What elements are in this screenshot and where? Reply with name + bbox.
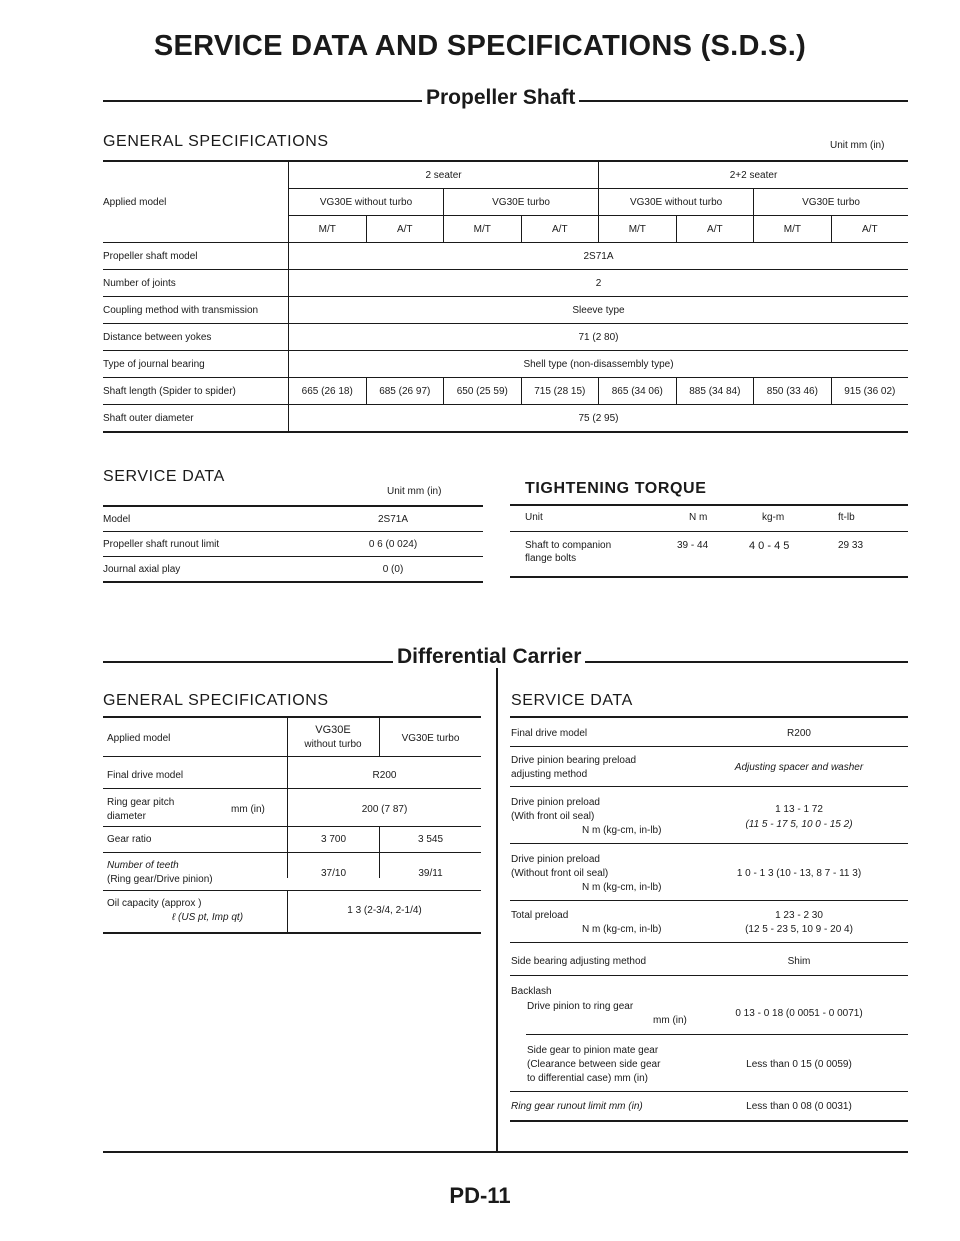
engine-label: VG30E turbo: [754, 189, 908, 216]
shaft-length-value: 685 (26 97): [366, 378, 444, 405]
shaft-length-label: Shaft length (Spider to spider): [103, 378, 289, 405]
total-preload-label: Total preload: [511, 910, 569, 921]
preload-method-label: Drive pinion bearing preload: [511, 755, 637, 766]
ring-gear-value: 200 (7 87): [361, 804, 408, 815]
table-rule: [510, 942, 908, 943]
preload-without-unit: N m (kg-cm, in-lb): [582, 882, 662, 893]
side-bearing-label: Side bearing adjusting method: [511, 956, 647, 967]
side-bearing-value: Shim: [787, 956, 811, 967]
table-rule: [103, 716, 481, 718]
preload-method-label: adjusting method: [511, 769, 588, 780]
row-value: 71 (2 80): [289, 324, 909, 351]
row-label: Coupling method with transmission: [103, 297, 289, 324]
oil-capacity-unit: ℓ (US pt, Imp qt): [172, 912, 244, 923]
model-col1: VG30E: [315, 724, 351, 736]
service-data-heading: SERVICE DATA: [511, 692, 633, 709]
torque-rule: [510, 504, 908, 506]
unit-label: Unit mm (in): [830, 140, 885, 151]
row-value: 0 6 (0 024): [303, 532, 483, 557]
table-rule: [526, 1034, 908, 1035]
table-rule: [510, 746, 908, 747]
preload-without-label: Drive pinion preload: [511, 854, 600, 865]
shaft-length-value: 665 (26 18): [289, 378, 367, 405]
oil-capacity-label: Oil capacity (approx ): [107, 898, 202, 909]
propeller-general-spec-table: [103, 160, 908, 433]
shaft-length-value: 885 (34 84): [676, 378, 754, 405]
section-title-propeller: Propeller Shaft: [422, 86, 579, 110]
ring-gear-unit: mm (in): [231, 804, 265, 815]
row-value: 2S71A: [289, 243, 909, 270]
model-col2: VG30E turbo: [401, 733, 460, 744]
engine-label: VG30E turbo: [444, 189, 599, 216]
row-label: Distance between yokes: [103, 324, 289, 351]
table-rule: [510, 786, 908, 787]
row-label: Propeller shaft model: [103, 243, 289, 270]
shaft-length-value: 650 (25 59): [444, 378, 522, 405]
shaft-length-value: 915 (36 02): [831, 378, 908, 405]
total-preload-value: (12 5 - 23 5, 10 9 - 20 4): [745, 924, 853, 935]
ring-gear-label: Ring gear pitch: [107, 797, 175, 808]
row-value: 2: [289, 270, 909, 297]
general-spec-heading: GENERAL SPECIFICATIONS: [103, 133, 329, 150]
trans-label: M/T: [599, 216, 677, 243]
column-divider: [496, 668, 498, 1153]
backlash-label: Backlash: [511, 986, 552, 997]
gear-ratio-label: Gear ratio: [107, 834, 152, 845]
table-rule: [103, 756, 481, 757]
applied-model-label: Applied model: [103, 161, 289, 243]
row-label: Number of joints: [103, 270, 289, 297]
row-value: 2S71A: [303, 506, 483, 532]
final-drive-label: Final drive model: [511, 728, 588, 739]
torque-header-nm: N m: [689, 512, 708, 523]
table-rule: [510, 1091, 908, 1092]
backlash-item: Drive pinion to ring gear: [527, 1001, 634, 1012]
trans-label: M/T: [444, 216, 522, 243]
gear-ratio-value: 3 545: [417, 834, 444, 845]
section-title-differential: Differential Carrier: [393, 645, 585, 669]
applied-model-label: Applied model: [107, 733, 171, 744]
backlash-value: 0 13 - 0 18 (0 0051 - 0 0071): [735, 1008, 863, 1019]
preload-without-label: (Without front oil seal): [511, 868, 609, 879]
table-rule: [510, 843, 908, 844]
row-label: Propeller shaft runout limit: [103, 532, 303, 557]
teeth-label: (Ring gear/Drive pinion): [107, 874, 213, 885]
torque-rule: [510, 531, 908, 532]
torque-row-label: Shaft to companion: [525, 540, 612, 551]
table-rule: [510, 900, 908, 901]
torque-value-kgm: 4 0 - 4 5: [749, 540, 790, 552]
seater-2-2: 2+2 seater: [599, 161, 908, 189]
side-gear-value: Less than 0 15 (0 0059): [746, 1059, 852, 1070]
trans-label: M/T: [754, 216, 832, 243]
row-value: Sleeve type: [289, 297, 909, 324]
table-rule: [103, 852, 481, 853]
seater-2: 2 seater: [289, 161, 599, 189]
torque-rule: [510, 576, 908, 578]
preload-without-value: 1 0 - 1 3 (10 - 13, 8 7 - 11 3): [736, 868, 862, 879]
teeth-value: 39/11: [418, 868, 443, 879]
table-rule: [510, 975, 908, 976]
trans-label: M/T: [289, 216, 367, 243]
final-drive-label: Final drive model: [107, 770, 184, 781]
side-gear-label: to differential case) mm (in): [527, 1073, 648, 1084]
trans-label: A/T: [676, 216, 754, 243]
total-preload-value: 1 23 - 2 30: [775, 910, 823, 921]
preload-with-unit: N m (kg-cm, in-lb): [582, 825, 662, 836]
shaft-length-value: 865 (34 06): [599, 378, 677, 405]
preload-with-label: Drive pinion preload: [511, 797, 600, 808]
trans-label: A/T: [831, 216, 908, 243]
runout-value: Less than 0 08 (0 0031): [746, 1101, 852, 1112]
row-value: Shell type (non-disassembly type): [289, 351, 909, 378]
gear-ratio-value: 3 700: [320, 834, 347, 845]
tightening-torque-heading: TIGHTENING TORQUE: [525, 480, 707, 497]
table-rule: [103, 826, 481, 827]
torque-header-kgm: kg-m: [762, 512, 785, 523]
preload-with-label: (With front oil seal): [511, 811, 595, 822]
page-title: SERVICE DATA AND SPECIFICATIONS (S.D.S.): [153, 30, 807, 62]
shaft-length-value: 850 (33 46): [754, 378, 832, 405]
final-drive-value: R200: [372, 770, 397, 781]
table-rule: [103, 890, 481, 891]
torque-row-label: flange bolts: [525, 553, 577, 564]
engine-label: VG30E without turbo: [289, 189, 444, 216]
oil-capacity-value: 1 3 (2-3/4, 2-1/4): [347, 905, 422, 916]
row-label: Model: [103, 506, 303, 532]
table-rule: [103, 932, 481, 934]
backlash-unit: mm (in): [653, 1015, 687, 1026]
final-drive-value: R200: [787, 728, 811, 739]
table-rule: [510, 1120, 908, 1122]
bottom-rule: [103, 1151, 908, 1153]
row-label: Type of journal bearing: [103, 351, 289, 378]
side-gear-label: (Clearance between side gear: [527, 1059, 661, 1070]
service-data-heading: SERVICE DATA: [103, 468, 225, 485]
propeller-service-table: [103, 505, 483, 583]
torque-value-nm: 39 - 44: [677, 540, 709, 551]
trans-label: A/T: [521, 216, 599, 243]
engine-label: VG30E without turbo: [599, 189, 754, 216]
page-number: PD-11: [449, 1183, 511, 1208]
model-col1-sub: without turbo: [304, 739, 362, 750]
shaft-length-value: 715 (28 15): [521, 378, 599, 405]
teeth-value: 37/10: [320, 868, 347, 879]
outer-diameter-label: Shaft outer diameter: [103, 405, 289, 433]
ring-gear-label: diameter: [107, 811, 146, 822]
unit-label: Unit mm (in): [387, 486, 442, 497]
total-preload-unit: N m (kg-cm, in-lb): [582, 924, 662, 935]
torque-header-unit: Unit: [525, 512, 543, 523]
general-spec-heading: GENERAL SPECIFICATIONS: [103, 692, 329, 709]
side-gear-label: Side gear to pinion mate gear: [527, 1045, 659, 1056]
teeth-label: Number of teeth: [107, 860, 179, 871]
runout-label: Ring gear runout limit mm (in): [511, 1101, 643, 1112]
preload-with-value: (11 5 - 17 5, 10 0 - 15 2): [745, 819, 853, 830]
outer-diameter-value: 75 (2 95): [289, 405, 909, 433]
row-value: 0 (0): [303, 557, 483, 583]
table-rule: [510, 716, 908, 718]
torque-header-ftlb: ft-lb: [838, 512, 855, 523]
preload-with-value: 1 13 - 1 72: [775, 804, 823, 815]
preload-method-value: Adjusting spacer and washer: [734, 762, 864, 773]
table-rule: [103, 788, 481, 789]
torque-value-ftlb: 29 33: [838, 540, 864, 551]
table-column-line: [287, 890, 288, 932]
row-label: Journal axial play: [103, 557, 303, 583]
trans-label: A/T: [366, 216, 444, 243]
